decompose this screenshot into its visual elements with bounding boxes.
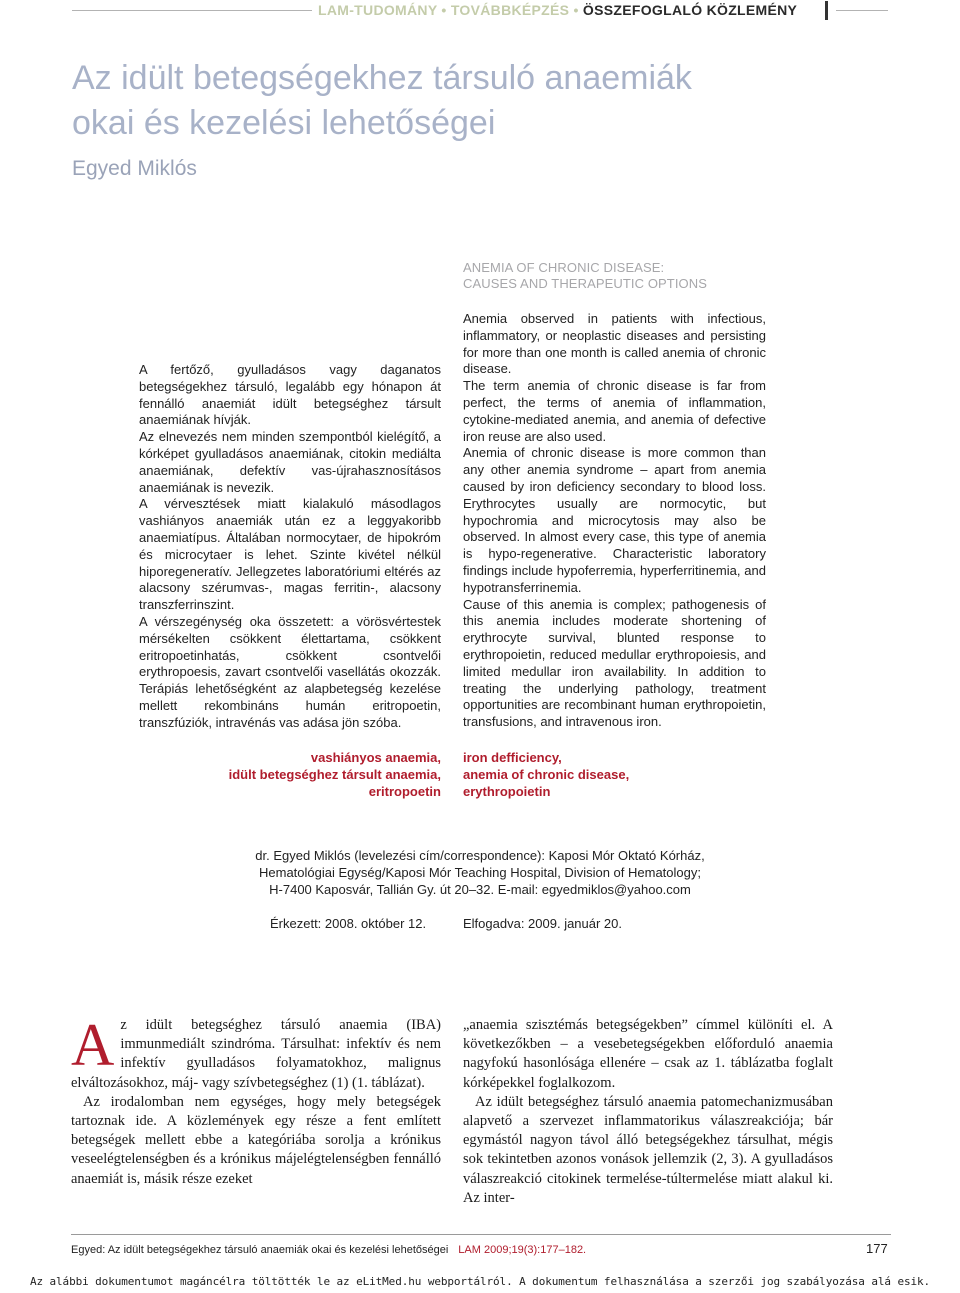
received-date: Érkezett: 2008. október 12. xyxy=(270,916,427,931)
page-number: 177 xyxy=(866,1241,888,1256)
body-paragraph xyxy=(71,1012,441,1093)
body-paragraph-text: z idült betegséghez társuló anaemia (IBA) immunmediált szindróma. Társulhat: infektív és nem infektív gyulladásos folyamatokhoz, malignus elváltozásokhoz, máj- vagy szívbetegséghez (1) (1. táblázat). xyxy=(71,1017,441,1091)
correspondence-line: H-7400 Kaposvár, Tallián Gy. út 20–32. E-mail: egyedmiklos@yahoo.com xyxy=(269,882,691,897)
keyword: iron defficiency, xyxy=(463,750,562,765)
journal-reference: LAM 2009;19(3):177–182. xyxy=(458,1244,587,1256)
header-rule-left xyxy=(72,10,312,11)
correspondence-line: dr. Egyed Miklós (levelezési cím/correspondence): Kaposi Mór Oktató Kórház, xyxy=(255,848,705,863)
header-separator: • xyxy=(441,2,447,18)
english-title xyxy=(463,260,707,292)
abstract-hu-paragraph: Az elnevezés nem minden szempontból kielégítő, a kórképet gyulladásos anaemiának, citokin mediálta anaemiának, defektív vas-újrahasznosításos anaemiának is nevezik. xyxy=(139,429,441,495)
correspondence-address xyxy=(0,847,960,898)
abstract-hu-paragraph: A vérvesztések miatt kialakuló másodlagos vashiányos anaemiák után ez a leggyakoribb anaemiatípus. Általában normocytaer, de hipokróm és microcytaer is lehet. Szinte kivétel nélkül hiporegeneratív. Jellegzetes laboratóriumi eltérés az alacsony szérumvas-, magas ferritin-, alacsony transzferrinszint. xyxy=(139,496,441,613)
abstract-hungarian xyxy=(139,362,441,732)
drop-cap: A xyxy=(71,1012,115,1078)
keywords-hungarian xyxy=(139,749,441,800)
download-disclaimer: Az alábbi dokumentumot magáncélra töltötték le az eLitMed.hu webportálról. A dokumentum felhasználása a szerzői jog szabályozása alá esik. xyxy=(29,1275,931,1288)
article-title-line2: okai és kezelési lehetőségei xyxy=(72,104,496,142)
english-title-line2: CAUSES AND THERAPEUTIC OPTIONS xyxy=(463,276,708,291)
header-section-osszefoglalo: ÖSSZEFOGLALÓ KÖZLEMÉNY xyxy=(582,2,798,18)
article-author: Egyed Miklós xyxy=(72,157,197,180)
header-separator: • xyxy=(573,2,579,18)
keyword: eritropoetin xyxy=(368,784,441,799)
abstract-english xyxy=(463,311,766,731)
header-section-tovabbkepzes: TOVÁBBKÉPZÉS xyxy=(450,2,570,18)
footer-rule xyxy=(71,1234,891,1235)
header-divider-bar xyxy=(825,1,828,20)
body-paragraph: Az irodalomban nem egységes, hogy mely betegségek tartoznak ide. A közlemények egy része a fent említett betegségek mellett ebbe a kategóriába sorolja a krónikus veseelégtelenségben és a krónikus májelégtelenségben fennálló anaemiát is, másik része ezeket xyxy=(71,1093,441,1187)
keyword: idült betegséghez társult anaemia, xyxy=(228,767,441,782)
body-column-right xyxy=(463,1016,833,1208)
abstract-hu-paragraph: A vérszegénység oka összetett: a vörösvértestek mérsékelten csökkent élettartama, csökkent eritropoetinhatás, csökkent csontvelői erythropoesis, zavart csontvelői vasellátás okozzák. Terápiás lehetőségként az alapbetegség kezelése mellett rekombináns humán eritropoetin, transzfúziók, intravénás vas adása jön szóba. xyxy=(139,613,441,730)
abstract-en-paragraph: Anemia of chronic disease is more common than any other anemia syndrome – apart from anemia caused by iron deficiency secondary to blood loss. Erythrocytes usually are normocytic, but hypochromia and microcytosis may also be observed. In almost every case, this type of anemia is hypo-regenerative. Characteristic laboratory findings include hypoferremia, hyperferritinemia, and hypotransferrinemia. xyxy=(463,445,766,595)
footer-citation xyxy=(71,1244,586,1256)
accepted-date: Elfogadva: 2009. január 20. xyxy=(463,916,623,931)
article-title-line1: Az idült betegségekhez társuló anaemiák xyxy=(72,59,692,97)
english-title-line1: ANEMIA OF CHRONIC DISEASE: xyxy=(463,260,665,275)
body-paragraph: Az idült betegséghez társuló anaemia patomechanizmusában alapvető a szervezet inflammatorikus válaszreakciója; bár egymástól nagyon távol álló betegségekhez társulhat, mégis sok tekintetben azonos vonások jellemzik (2, 3). A gyulladásos válaszreakció citokinek termelése-túltermelése miatt alakul ki. Az inter- xyxy=(463,1093,833,1206)
keyword: erythropoietin xyxy=(463,784,551,799)
keywords-english xyxy=(463,749,763,800)
abstract-en-paragraph: Cause of this anemia is complex; pathogenesis of this anemia includes moderate shortening of erythrocyte survival, blunted response to erythropoietin, reduced medullar erythropoiesis, and limited medullar iron availability. In addition to treating the underlying pathology, treatment opportunities are recombinant human erythropoietin, transfusions, and intravenous iron. xyxy=(463,596,766,730)
keyword: vashiányos anaemia, xyxy=(310,750,441,765)
abstract-en-paragraph: The term anemia of chronic disease is far from perfect, the terms of anemia of inflammation, cytokine-mediated anemia, and anemia of defective iron reuse are also used. xyxy=(463,378,766,444)
correspondence-line: Hematológiai Egység/Kaposi Mór Teaching Hospital, Division of Hematology; xyxy=(259,865,701,880)
body-column-left xyxy=(71,1012,441,1189)
body-paragraph: „anaemia szisztémás betegségekben” címmel különíti el. A következőkben – a vesebetegségekben előforduló anaemia nagyfokú hasonlósága ellenére – csak az 1. táblázatba foglalt kórképekkel foglalkozom. xyxy=(463,1017,833,1091)
abstract-hu-paragraph: A fertőző, gyulladásos vagy daganatos betegségekhez társuló, legalább egy hónapon át fennálló anaemiát idült betegséghez társult anaemiának hívják. xyxy=(139,362,441,428)
article-title xyxy=(72,56,892,146)
header-section-lam: LAM-TUDOMÁNY xyxy=(318,2,438,18)
footer-citation-text: Egyed: Az idült betegségekhez társuló anaemiák okai és kezelési lehetőségei xyxy=(71,1244,449,1256)
header-rule-right xyxy=(836,10,888,11)
keyword: anemia of chronic disease, xyxy=(463,767,630,782)
header-section-labels xyxy=(318,2,797,18)
abstract-en-paragraph: Anemia observed in patients with infectious, inflammatory, or neoplastic diseases and persisting for more than one month is called anemia of chronic disease. xyxy=(463,311,766,377)
